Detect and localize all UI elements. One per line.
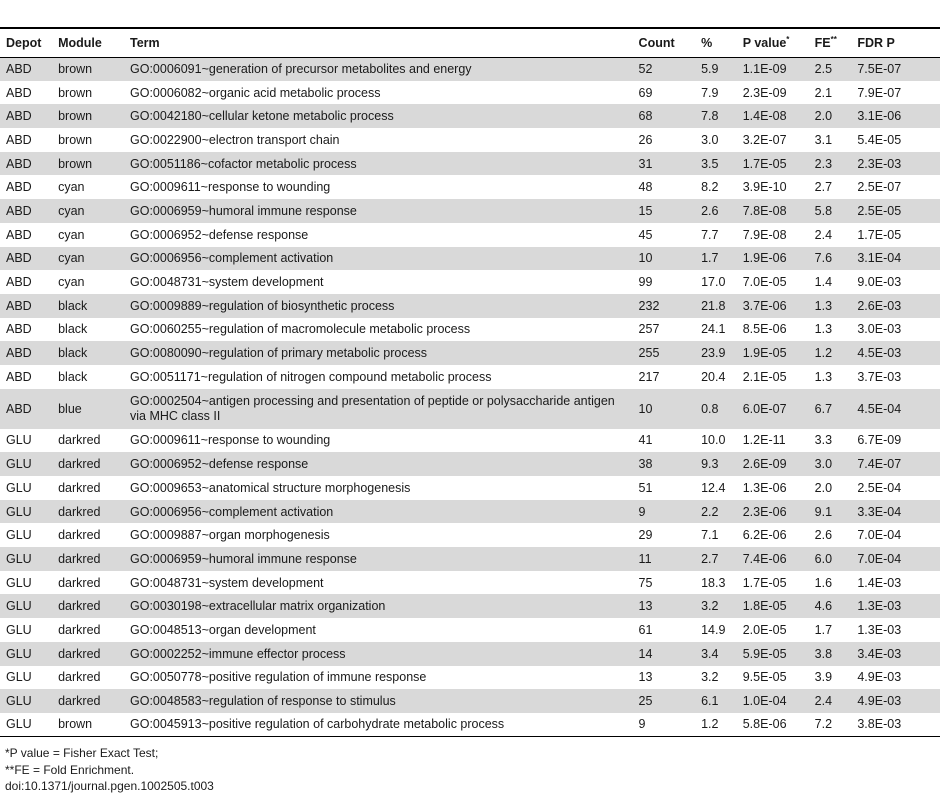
- cell-percent: 7.7: [701, 227, 719, 242]
- cell-count: 217: [638, 369, 660, 384]
- table-row: [0, 104, 940, 128]
- cell-term: GO:0006952~defense response: [130, 227, 309, 242]
- cell-count: 51: [638, 480, 653, 495]
- cell-fdr-p: 1.7E-05: [857, 227, 902, 242]
- table-row: [0, 223, 940, 247]
- cell-count: 11: [638, 551, 652, 566]
- cell-fe: 7.2: [814, 717, 833, 732]
- table-row: [0, 270, 940, 294]
- cell-percent: 3.4: [701, 646, 719, 661]
- cell-percent: 21.8: [701, 298, 726, 313]
- cell-module: darkred: [58, 646, 101, 661]
- table-row: [0, 294, 940, 318]
- table-row: [0, 594, 940, 618]
- cell-term: GO:0006959~humoral immune response: [130, 551, 357, 566]
- cell-fdr-p: 4.9E-03: [857, 670, 902, 685]
- cell-term: GO:0048731~system development: [130, 275, 324, 290]
- doi-line: doi:10.1371/journal.pgen.1002505.t003: [5, 779, 214, 794]
- cell-module: brown: [58, 62, 93, 77]
- cell-module: black: [58, 346, 88, 361]
- cell-depot: GLU: [6, 551, 32, 566]
- table-row: [0, 81, 940, 105]
- cell-term: GO:0009653~anatomical structure morphogenesis: [130, 480, 411, 495]
- cell-term: GO:0045913~positive regulation of carbohydrate metabolic process: [130, 717, 505, 732]
- cell-percent: 3.0: [701, 132, 719, 147]
- cell-module: darkred: [58, 551, 101, 566]
- cell-depot: ABD: [6, 227, 32, 242]
- cell-percent: 7.1: [701, 528, 719, 543]
- cell-fe: 3.8: [814, 646, 833, 661]
- cell-term: GO:0042180~cellular ketone metabolic process: [130, 109, 394, 124]
- cell-module: brown: [58, 156, 93, 171]
- cell-term: GO:0080090~regulation of primary metabolic process: [130, 346, 428, 361]
- cell-fe: 2.4: [814, 227, 833, 242]
- cell-depot: GLU: [6, 646, 32, 661]
- fe-footnote-mark: **: [830, 34, 837, 44]
- cell-fdr-p: 3.4E-03: [857, 646, 902, 661]
- cell-depot: GLU: [6, 670, 32, 685]
- cell-p-value: 1.7E-05: [742, 156, 787, 171]
- cell-percent: 12.4: [701, 480, 726, 495]
- cell-term: GO:0002252~immune effector process: [130, 646, 346, 661]
- cell-depot: ABD: [6, 275, 32, 290]
- cell-depot: ABD: [6, 85, 32, 100]
- cell-percent: 10.0: [701, 433, 726, 448]
- table-row: [0, 318, 940, 342]
- cell-module: cyan: [58, 275, 85, 290]
- cell-count: 13: [638, 670, 653, 685]
- cell-depot: GLU: [6, 433, 32, 448]
- cell-percent: 3.5: [701, 156, 719, 171]
- cell-module: darkred: [58, 433, 101, 448]
- table-row: [0, 389, 940, 429]
- cell-count: 99: [638, 275, 653, 290]
- table-row: [0, 571, 940, 595]
- cell-fdr-p: 5.4E-05: [857, 132, 902, 147]
- table-row: [0, 618, 940, 642]
- cell-percent: 2.7: [701, 551, 719, 566]
- cell-fe: 3.3: [814, 433, 833, 448]
- cell-p-value: 9.5E-05: [742, 670, 787, 685]
- col-header-percent: %: [695, 28, 737, 57]
- cell-fe: 2.7: [814, 180, 833, 195]
- cell-fdr-p: 9.0E-03: [857, 275, 902, 290]
- cell-depot: ABD: [6, 401, 32, 416]
- cell-fe: 1.3: [814, 298, 833, 313]
- cell-fe: 2.6: [814, 528, 833, 543]
- table-row: [0, 199, 940, 223]
- col-header-fdr-p: FDR P: [851, 28, 940, 57]
- cell-module: darkred: [58, 575, 101, 590]
- cell-count: 29: [638, 528, 653, 543]
- cell-count: 41: [638, 433, 653, 448]
- table-row: [0, 365, 940, 389]
- table-row: [0, 547, 940, 571]
- cell-p-value: 1.2E-11: [742, 433, 786, 448]
- table-row: [0, 452, 940, 476]
- col-header-count: Count: [633, 28, 696, 57]
- cell-fdr-p: 2.6E-03: [857, 298, 902, 313]
- cell-p-value: 7.8E-08: [742, 203, 787, 218]
- cell-module: cyan: [58, 227, 85, 242]
- cell-term: GO:0022900~electron transport chain: [130, 132, 340, 147]
- cell-percent: 18.3: [701, 575, 726, 590]
- cell-fe: 5.8: [814, 203, 833, 218]
- col-header-module: Module: [52, 28, 124, 57]
- footnote-p-value: *P value = Fisher Exact Test;: [5, 746, 159, 761]
- fe-label: FE: [814, 35, 831, 50]
- cell-module: cyan: [58, 251, 85, 266]
- p-value-label: P value: [742, 35, 787, 50]
- cell-percent: 0.8: [701, 401, 719, 416]
- cell-fe: 1.7: [814, 622, 833, 637]
- cell-fe: 2.1: [814, 85, 833, 100]
- cell-depot: ABD: [6, 346, 32, 361]
- cell-count: 14: [638, 646, 653, 661]
- cell-p-value: 1.4E-08: [742, 109, 787, 124]
- table-row: [0, 57, 940, 81]
- cell-count: 9: [638, 504, 646, 519]
- cell-p-value: 5.8E-06: [742, 717, 787, 732]
- table-row: [0, 500, 940, 524]
- table-header: [0, 28, 940, 57]
- top-spacer: [0, 0, 940, 27]
- col-header-term: Term: [124, 28, 633, 57]
- cell-p-value: 1.3E-06: [742, 480, 787, 495]
- cell-p-value: 7.4E-06: [742, 551, 787, 566]
- cell-module: brown: [58, 109, 93, 124]
- cell-depot: GLU: [6, 694, 32, 709]
- table-row: [0, 523, 940, 547]
- cell-p-value: 1.1E-09: [742, 62, 787, 77]
- cell-depot: GLU: [6, 528, 32, 543]
- cell-term: GO:0030198~extracellular matrix organization: [130, 599, 386, 614]
- cell-fdr-p: 7.0E-04: [857, 551, 902, 566]
- cell-depot: GLU: [6, 575, 32, 590]
- cell-depot: ABD: [6, 369, 32, 384]
- cell-percent: 6.1: [701, 694, 719, 709]
- cell-count: 61: [638, 622, 653, 637]
- cell-module: brown: [58, 85, 93, 100]
- cell-percent: 5.9: [701, 62, 719, 77]
- cell-fe: 3.1: [814, 132, 833, 147]
- table-row: [0, 152, 940, 176]
- cell-count: 15: [638, 203, 653, 218]
- cell-depot: ABD: [6, 298, 32, 313]
- cell-fdr-p: 4.9E-03: [857, 694, 902, 709]
- cell-fe: 9.1: [814, 504, 833, 519]
- header-row: [0, 28, 940, 57]
- cell-fdr-p: 3.3E-04: [857, 504, 902, 519]
- cell-depot: ABD: [6, 156, 32, 171]
- table-row: [0, 175, 940, 199]
- cell-fdr-p: 4.5E-03: [857, 346, 902, 361]
- cell-module: black: [58, 369, 88, 384]
- cell-count: 257: [638, 322, 660, 337]
- cell-fe: 1.6: [814, 575, 833, 590]
- table-footnotes: [0, 737, 940, 795]
- cell-depot: ABD: [6, 109, 32, 124]
- cell-count: 25: [638, 694, 653, 709]
- cell-fdr-p: 6.7E-09: [857, 433, 902, 448]
- cell-module: darkred: [58, 694, 101, 709]
- cell-module: darkred: [58, 670, 101, 685]
- table-row: [0, 666, 940, 690]
- cell-fdr-p: 1.3E-03: [857, 599, 902, 614]
- cell-term: GO:0009611~response to wounding: [130, 433, 331, 448]
- cell-percent: 2.6: [701, 203, 719, 218]
- cell-fdr-p: 1.3E-03: [857, 622, 902, 637]
- cell-term: GO:0006956~complement activation: [130, 251, 334, 266]
- cell-p-value: 6.0E-07: [742, 401, 787, 416]
- cell-term: GO:0006959~humoral immune response: [130, 203, 357, 218]
- table-row: [0, 713, 940, 737]
- cell-depot: GLU: [6, 717, 32, 732]
- cell-count: 69: [638, 85, 653, 100]
- cell-count: 45: [638, 227, 653, 242]
- cell-term: GO:0060255~regulation of macromolecule metabolic process: [130, 322, 471, 337]
- cell-p-value: 7.9E-08: [742, 227, 787, 242]
- cell-count: 255: [638, 346, 660, 361]
- cell-percent: 14.9: [701, 622, 726, 637]
- cell-module: darkred: [58, 599, 101, 614]
- cell-term: GO:0051171~regulation of nitrogen compound metabolic process: [130, 369, 492, 384]
- cell-term: GO:0048513~organ development: [130, 622, 316, 637]
- cell-p-value: 6.2E-06: [742, 528, 787, 543]
- cell-term: GO:0006952~defense response: [130, 457, 309, 472]
- cell-fdr-p: 4.5E-04: [857, 401, 902, 416]
- cell-percent: 7.9: [701, 85, 719, 100]
- cell-percent: 8.2: [701, 180, 719, 195]
- cell-module: darkred: [58, 480, 101, 495]
- cell-fe: 2.3: [814, 156, 833, 171]
- footnote-fe: **FE = Fold Enrichment.: [5, 762, 135, 777]
- cell-count: 10: [638, 251, 653, 266]
- table-row: [0, 689, 940, 713]
- cell-term: GO:0006956~complement activation: [130, 504, 334, 519]
- cell-count: 10: [638, 401, 653, 416]
- cell-fdr-p: 3.1E-06: [857, 109, 902, 124]
- cell-term: GO:0009611~response to wounding: [130, 180, 331, 195]
- cell-term: GO:0050778~positive regulation of immune response: [130, 670, 427, 685]
- cell-count: 48: [638, 180, 653, 195]
- cell-p-value: 2.3E-09: [742, 85, 787, 100]
- table-row: [0, 476, 940, 500]
- table-body: [0, 57, 940, 737]
- cell-term: GO:0006082~organic acid metabolic process: [130, 85, 381, 100]
- cell-fe: 1.2: [814, 346, 833, 361]
- cell-term: GO:0002504~antigen processing and presentation of peptide or polysaccharide antigen via MHC class II: [130, 394, 615, 424]
- cell-module: blue: [58, 401, 82, 416]
- go-enrichment-table: [0, 27, 940, 737]
- cell-module: darkred: [58, 504, 101, 519]
- cell-count: 38: [638, 457, 653, 472]
- cell-fe: 6.0: [814, 551, 833, 566]
- cell-fe: 2.0: [814, 109, 833, 124]
- cell-p-value: 5.9E-05: [742, 646, 787, 661]
- cell-count: 52: [638, 62, 653, 77]
- cell-module: cyan: [58, 180, 85, 195]
- cell-p-value: 3.9E-10: [742, 180, 787, 195]
- cell-fe: 3.9: [814, 670, 833, 685]
- cell-fe: 2.0: [814, 480, 833, 495]
- cell-count: 232: [638, 298, 660, 313]
- cell-p-value: 1.7E-05: [742, 575, 787, 590]
- cell-depot: GLU: [6, 622, 32, 637]
- table-row: [0, 128, 940, 152]
- cell-percent: 3.2: [701, 670, 719, 685]
- cell-p-value: 2.1E-05: [742, 369, 787, 384]
- cell-fe: 7.6: [814, 251, 833, 266]
- cell-percent: 24.1: [701, 322, 726, 337]
- cell-depot: ABD: [6, 180, 32, 195]
- cell-p-value: 2.0E-05: [742, 622, 787, 637]
- cell-module: cyan: [58, 203, 85, 218]
- cell-depot: ABD: [6, 203, 32, 218]
- cell-depot: GLU: [6, 480, 32, 495]
- cell-percent: 1.7: [701, 251, 719, 266]
- cell-p-value: 1.8E-05: [742, 599, 787, 614]
- cell-fe: 3.0: [814, 457, 833, 472]
- cell-p-value: 3.7E-06: [742, 298, 787, 313]
- cell-term: GO:0048583~regulation of response to stimulus: [130, 694, 396, 709]
- cell-fe: 2.5: [814, 62, 833, 77]
- cell-fdr-p: 2.5E-07: [857, 180, 902, 195]
- col-header-fe: [809, 28, 852, 57]
- cell-fdr-p: 1.4E-03: [857, 575, 902, 590]
- cell-term: GO:0048731~system development: [130, 575, 324, 590]
- cell-count: 9: [638, 717, 646, 732]
- cell-module: brown: [58, 132, 93, 147]
- cell-fdr-p: 3.7E-03: [857, 369, 902, 384]
- cell-fdr-p: 3.0E-03: [857, 322, 902, 337]
- cell-p-value: 2.6E-09: [742, 457, 787, 472]
- col-header-depot: Depot: [0, 28, 52, 57]
- table-row: [0, 429, 940, 453]
- cell-fdr-p: 7.4E-07: [857, 457, 902, 472]
- cell-module: darkred: [58, 457, 101, 472]
- cell-p-value: 1.0E-04: [742, 694, 787, 709]
- cell-percent: 17.0: [701, 275, 726, 290]
- cell-fe: 2.4: [814, 694, 833, 709]
- cell-fdr-p: 7.9E-07: [857, 85, 902, 100]
- cell-fdr-p: 2.5E-05: [857, 203, 902, 218]
- cell-count: 31: [638, 156, 653, 171]
- cell-p-value: 7.0E-05: [742, 275, 787, 290]
- cell-module: black: [58, 322, 88, 337]
- cell-count: 13: [638, 599, 653, 614]
- cell-count: 75: [638, 575, 653, 590]
- cell-depot: ABD: [6, 251, 32, 266]
- cell-p-value: 1.9E-06: [742, 251, 787, 266]
- table-row: [0, 341, 940, 365]
- cell-depot: GLU: [6, 457, 32, 472]
- cell-term: GO:0009889~regulation of biosynthetic process: [130, 298, 395, 313]
- cell-module: darkred: [58, 622, 101, 637]
- cell-p-value: 1.9E-05: [742, 346, 787, 361]
- cell-depot: ABD: [6, 62, 32, 77]
- cell-percent: 3.2: [701, 599, 719, 614]
- cell-depot: ABD: [6, 132, 32, 147]
- cell-p-value: 2.3E-06: [742, 504, 787, 519]
- cell-percent: 7.8: [701, 109, 719, 124]
- table-row: [0, 642, 940, 666]
- cell-module: brown: [58, 717, 93, 732]
- cell-fdr-p: 7.0E-04: [857, 528, 902, 543]
- cell-count: 68: [638, 109, 653, 124]
- cell-percent: 20.4: [701, 369, 726, 384]
- cell-term: GO:0009887~organ morphogenesis: [130, 528, 330, 543]
- cell-fdr-p: 3.8E-03: [857, 717, 902, 732]
- cell-module: black: [58, 298, 88, 313]
- cell-percent: 2.2: [701, 504, 719, 519]
- cell-fe: 1.3: [814, 322, 833, 337]
- cell-fdr-p: 3.1E-04: [857, 251, 902, 266]
- p-value-footnote-mark: *: [786, 34, 790, 44]
- cell-fdr-p: 7.5E-07: [857, 62, 902, 77]
- cell-p-value: 8.5E-06: [742, 322, 787, 337]
- table-row: [0, 247, 940, 271]
- cell-p-value: 3.2E-07: [742, 132, 787, 147]
- cell-term: GO:0051186~cofactor metabolic process: [130, 156, 357, 171]
- cell-fe: 4.6: [814, 599, 833, 614]
- cell-fe: 1.4: [814, 275, 833, 290]
- cell-percent: 23.9: [701, 346, 726, 361]
- cell-module: darkred: [58, 528, 101, 543]
- cell-fe: 1.3: [814, 369, 833, 384]
- cell-fdr-p: 2.3E-03: [857, 156, 902, 171]
- cell-fe: 6.7: [814, 401, 833, 416]
- cell-depot: ABD: [6, 322, 32, 337]
- cell-depot: GLU: [6, 504, 32, 519]
- cell-count: 26: [638, 132, 653, 147]
- cell-percent: 1.2: [701, 717, 719, 732]
- cell-percent: 9.3: [701, 457, 719, 472]
- cell-term: GO:0006091~generation of precursor metabolites and energy: [130, 62, 472, 77]
- col-header-p-value: [737, 28, 809, 57]
- cell-fdr-p: 2.5E-04: [857, 480, 902, 495]
- cell-depot: GLU: [6, 599, 32, 614]
